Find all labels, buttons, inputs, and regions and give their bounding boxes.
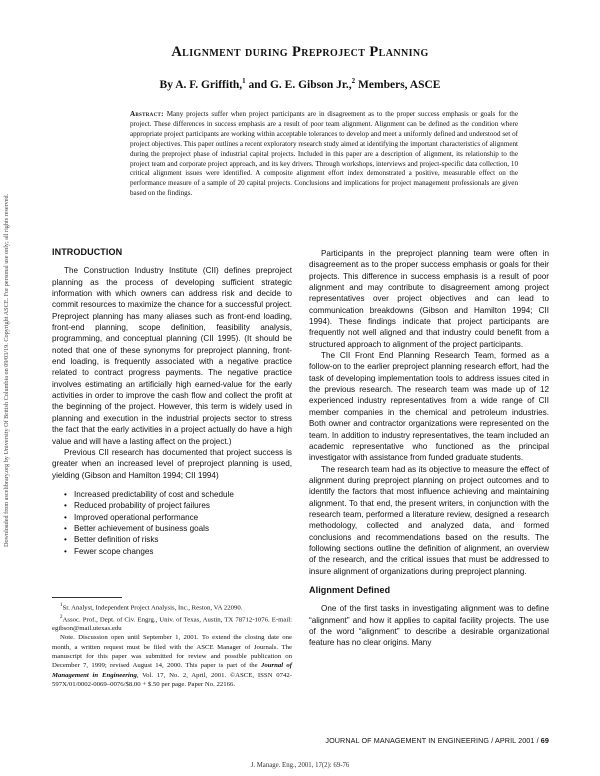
bullet-icon: • bbox=[64, 512, 67, 522]
footnote-2: $^2$Assoc. Prof., Dept. of Civ. Engrg., Univ. of Texas, Austin, TX 78712-1076. E-mail: egibson@mail.utexas.edu bbox=[52, 614, 292, 633]
author-prefix: By A. F. Griffith, bbox=[159, 78, 243, 91]
journal-footer: JOURNAL OF MANAGEMENT IN ENGINEERING / APRIL 2001 / 69 bbox=[325, 736, 549, 745]
right-paragraph-1: Participants in the preproject planning team were often in disagreement as to the proper success emphasis or goals for their projects. This difference in success emphasis is a result of poor alignment and may contribute to disagreement among project representatives over project objectives and can lead to communication breakdowns (Gibson and Hamilton 1994; CII 1994). These findings indicate that project participants are frequently not well aligned and that industry could benefit from a structured approach to alignment of the project participants. bbox=[309, 249, 549, 349]
citation-line: J. Manage. Eng., 2001, 17(2): 69-76 bbox=[250, 762, 350, 769]
author-middle: and G. E. Gibson Jr., bbox=[245, 78, 352, 91]
download-watermark: Downloaded from ascelibrary.org by University Of British Columbia on 09/03/19. Copyright ASCE. For personal use only; all rights reserved. bbox=[3, 193, 10, 547]
author-line bbox=[0, 77, 600, 91]
right-column bbox=[309, 248, 549, 649]
right-paragraph-4: One of the first tasks in investigating alignment was to define “alignment” and how it applies to capital facility projects. The use of the word “alignment” to describe a desirable organizational feature has no clear origins. Many bbox=[309, 604, 549, 648]
footnote-1: $^1$Sr. Analyst, Independent Project Analysis, Inc., Reston, VA 22090. bbox=[60, 603, 243, 612]
alignment-defined-heading: Alignment Defined bbox=[309, 584, 391, 595]
footnote-divider bbox=[52, 597, 122, 598]
bullet-icon: • bbox=[64, 535, 67, 545]
bullet-icon: • bbox=[64, 489, 67, 499]
intro-paragraph-2: Previous CII research has documented that project success is greater when an increased level of preproject planning is used, yielding (Gibson and Hamilton 1994; CII 1994) bbox=[52, 447, 292, 480]
page-number: 69 bbox=[540, 736, 549, 745]
list-item: • Reduced probability of project failures bbox=[64, 501, 210, 511]
footnotes bbox=[52, 601, 292, 689]
bullet-icon: • bbox=[64, 501, 67, 511]
abstract-text: Many projects suffer when project participants are in disagreement as to the proper success emphasis or goals for the project. These differences in success emphasis are a result of poor team alignment. Alignment can be defined as the condition where appropriate project participants are working within acceptable tolerances to develop and meet a uniformly defined and understood set of project objectives. This paper outlines a recent exploratory research study aimed at identifying the important characteristics of alignment during the preproject phase of industrial capital projects. Included in this paper are a description of alignment, its relationship to the project team and corporate project approach, and its key drivers. Through workshops, interviews and project-specific data collection, 10 critical alignment issues were identified. A composite alignment effort index demonstrated a positive, measurable effect on the performance measure of a sample of 20 capital projects. Conclusions and implications for project management professionals are given based on the findings. bbox=[130, 110, 518, 198]
left-column bbox=[52, 247, 292, 557]
author-suffix: Members, ASCE bbox=[355, 78, 441, 91]
intro-paragraph-1: The Construction Industry Institute (CII) defines preproject planning as the process of developing sufficient strategic information with which owners can address risk and decide to commit resources to maximize the chance for a successful project. Preproject planning has many aliases such as front-end loading, front-end planning, scope definition, feasibility analysis, programming, and conceptual planning (CII 1995). (It should be noted that one of these synonyms for preproject planning, front-end loading, is frequently associated with a negative practice related to contract progress payments. The negative practice involves estimating an artificially high earned-value for the early activities in order to improve the cash flow and collect the profit at the beginning of the project. However, this term is widely used in planning and execution in the industrial projects sector to stress the fact that the early activities in a project actually do have a high value and will have a lasting affect on the project.) bbox=[52, 266, 292, 446]
submission-note: Note. Discussion open until September 1, 2001. To extend the closing date one month, a written request must be filed with the ASCE Manager of Journals. The manuscript for this paper was submitted for review and possible publication on December 7, 1999; revised August 14, 2000. This paper is part of the Journal of Management in Engineering, Vol. 17, No. 2, April, 2001. ©ASCE, ISSN 0742-597X/01/0002-0069–0076/$8.00 + $.50 per page. Paper No. 22166. bbox=[52, 634, 292, 688]
list-item: • Fewer scope changes bbox=[64, 546, 154, 556]
benefits-list bbox=[52, 489, 292, 557]
right-paragraph-2: The CII Front End Planning Research Team, formed as a follow-on to the earlier preproject planning research effort, had the task of developing implementation tools to address issues cited in the previous research. The research team was made up of 12 experienced industry representatives from a wide range of CII member companies in the chemical and petroleum industries. Both owner and contractor organizations were represented on the team. In addition to industry representatives, the team included an academic representative who functioned as the principal investigator with assistance from funded graduate students. bbox=[309, 351, 549, 463]
bullet-icon: • bbox=[64, 523, 67, 533]
bullet-icon: • bbox=[64, 546, 67, 556]
author-sup-1: 1 bbox=[242, 77, 246, 85]
list-item: • Better achievement of business goals bbox=[64, 523, 210, 533]
list-item: • Increased predictability of cost and schedule bbox=[64, 489, 234, 499]
introduction-heading: INTRODUCTION bbox=[52, 247, 123, 257]
abstract bbox=[130, 110, 518, 199]
author-sup-2: 2 bbox=[351, 77, 356, 85]
list-item: • Better definition of risks bbox=[64, 535, 159, 545]
paper-title: Alignment during Preproject Planning bbox=[171, 44, 429, 60]
abstract-label: Abstract: bbox=[130, 110, 164, 118]
right-paragraph-3: The research team had as its objective to measure the effect of alignment during preproject planning on project outcomes and to identify the factors that most influence achieving and maintaining alignment. To that end, the present writers, in conjunction with the research team, performed a literature review, designed a research methodology, collected and analyzed data, and formed conclusions and recommendations based on the results. The following sections outline the definition of alignment, an overview of the research, and the critical issues that must be addressed to insure alignment of organizations during preproject planning. bbox=[309, 464, 549, 576]
list-item: • Improved operational performance bbox=[64, 512, 199, 522]
